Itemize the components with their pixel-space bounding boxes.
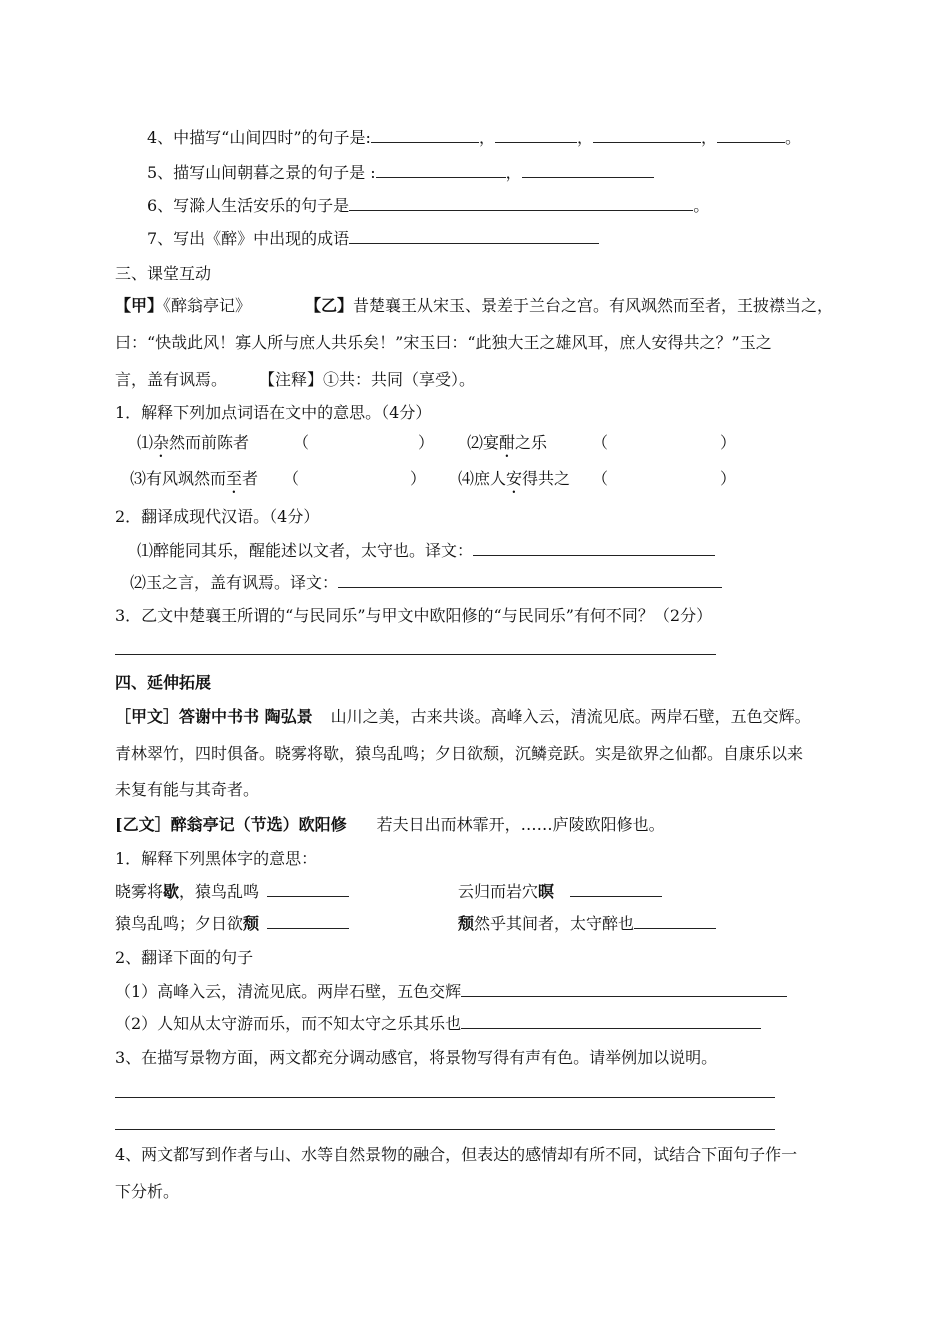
answer-line [115, 1097, 775, 1098]
answer-blank [267, 882, 349, 897]
question-7: 7、写出《醉》中出现的成语 [147, 229, 599, 249]
passage-yi-line2: 曰：“快哉此风！寡人所与庶人共乐矣！”宋玉曰：“此独大王之雄风耳，庶人安得共之？”玉之 [115, 333, 772, 352]
translate-2: ⑵玉之言，盖有讽焉。译文： [130, 573, 722, 593]
passage-4-jia-line2: 青林翠竹，四时俱备。晓雾将歇，猿鸟乱鸣；夕日欲颓，沉鳞竞跃。实是欲界之仙都。自康乐以来 [115, 744, 804, 763]
answer-blank [376, 163, 506, 178]
s3-question-1: 1．解释下列加点词语在文中的意思。（4分） [115, 403, 432, 422]
answer-paren-close: ） [410, 469, 427, 488]
s4-translate-2: （2）人知从太守游而乐，而不知太守之乐其乐也 [115, 1014, 761, 1034]
word-item-3: ⑶有风飒然而至者 [130, 469, 259, 488]
answer-blank [267, 914, 349, 929]
s3-question-2: 2．翻译成现代汉语。（4分） [115, 507, 320, 526]
section-4-title: 四、延伸拓展 [115, 673, 212, 692]
question-4: 4、中描写“山间四时”的句子是: ， ， ， 。 [147, 128, 801, 147]
passage-4-jia-line1: ［甲文］答谢中书书 陶弘景 山川之美，古来共谈。高峰入云，清流见底。两岸石壁，五色交辉。 [115, 707, 811, 726]
answer-blank [570, 882, 662, 897]
answer-blank [338, 573, 722, 588]
s4-word-2: 云归而岩穴暝 [458, 882, 662, 902]
answer-blank [349, 229, 599, 244]
s4-word-4: 颓然乎其间者，太守醉也 [458, 914, 716, 934]
answer-blank [461, 1014, 761, 1029]
answer-paren-close: ） [418, 433, 435, 452]
answer-paren-open: （ [293, 433, 310, 452]
s4-question-4-line1: 4、两文都写到作者与山、水等自然景物的融合，但表达的感情却有所不同，试结合下面句子作一 [115, 1145, 798, 1164]
question-5: 5、描写山间朝暮之景的句子是 : ， [147, 163, 654, 183]
translate-1: ⑴醉能同其乐，醒能述以文者，太守也。译文： [137, 541, 715, 561]
answer-blank [461, 982, 787, 997]
answer-paren-open: （ [592, 469, 609, 488]
s4-word-3: 猿鸟乱鸣；夕日欲颓 [115, 914, 349, 934]
passage-4-jia-line3: 未复有能与其奇者。 [115, 780, 260, 799]
word-item-4: ⑷庶人安得共之 [458, 469, 571, 488]
answer-blank [371, 128, 479, 143]
annotation: 【注释】①共：共同（享受）。 [259, 370, 476, 389]
answer-blank [473, 541, 715, 556]
section-3-title: 三、课堂互动 [115, 264, 212, 283]
answer-blank [717, 128, 785, 143]
answer-blank [522, 163, 654, 178]
s4-question-4-line2: 下分析。 [115, 1182, 180, 1201]
passage-yi-line1: 【乙】昔楚襄王从宋玉、景差于兰台之宫。有风飒然而至者，王披襟当之， [305, 296, 834, 315]
s4-word-1: 晓雾将歇，猿鸟乱鸣 [115, 882, 349, 902]
s4-question-1: 1．解释下列黑体字的意思： [115, 849, 318, 868]
answer-paren-open: （ [283, 469, 300, 488]
word-item-2: ⑵宴酣之乐 [467, 433, 548, 452]
passage-yi-line3: 言，盖有讽焉。 【注释】①共：共同（享受）。 [115, 370, 476, 389]
answer-blank [593, 128, 701, 143]
answer-line [115, 1129, 775, 1130]
s4-translate-1: （1）高峰入云，清流见底。两岸石壁，五色交辉 [115, 982, 787, 1002]
answer-paren-close: ） [720, 469, 737, 488]
s4-question-2: 2、翻译下面的句子 [115, 948, 254, 967]
word-item-1: ⑴杂然而前陈者 [137, 433, 250, 452]
answer-paren-close: ） [720, 433, 737, 452]
answer-blank [349, 196, 693, 211]
s3-question-3: 3．乙文中楚襄王所谓的“与民同乐”与甲文中欧阳修的“与民同乐”有何不同？（2分） [115, 606, 713, 625]
question-6: 6、写滁人生活安乐的句子是 。 [147, 196, 710, 215]
passage-jia-label: 【甲】《醉翁亭记》 [115, 296, 252, 315]
answer-blank [495, 128, 577, 143]
s4-question-3: 3、在描写景物方面，两文都充分调动感官，将景物写得有声有色。请举例加以说明。 [115, 1048, 718, 1067]
answer-paren-open: （ [592, 433, 609, 452]
answer-blank [634, 914, 716, 929]
passage-4-yi: [乙文］醉翁亭记（节选）欧阳修 若夫日出而林霏开，……庐陵欧阳修也。 [115, 815, 665, 834]
answer-line [115, 654, 716, 655]
